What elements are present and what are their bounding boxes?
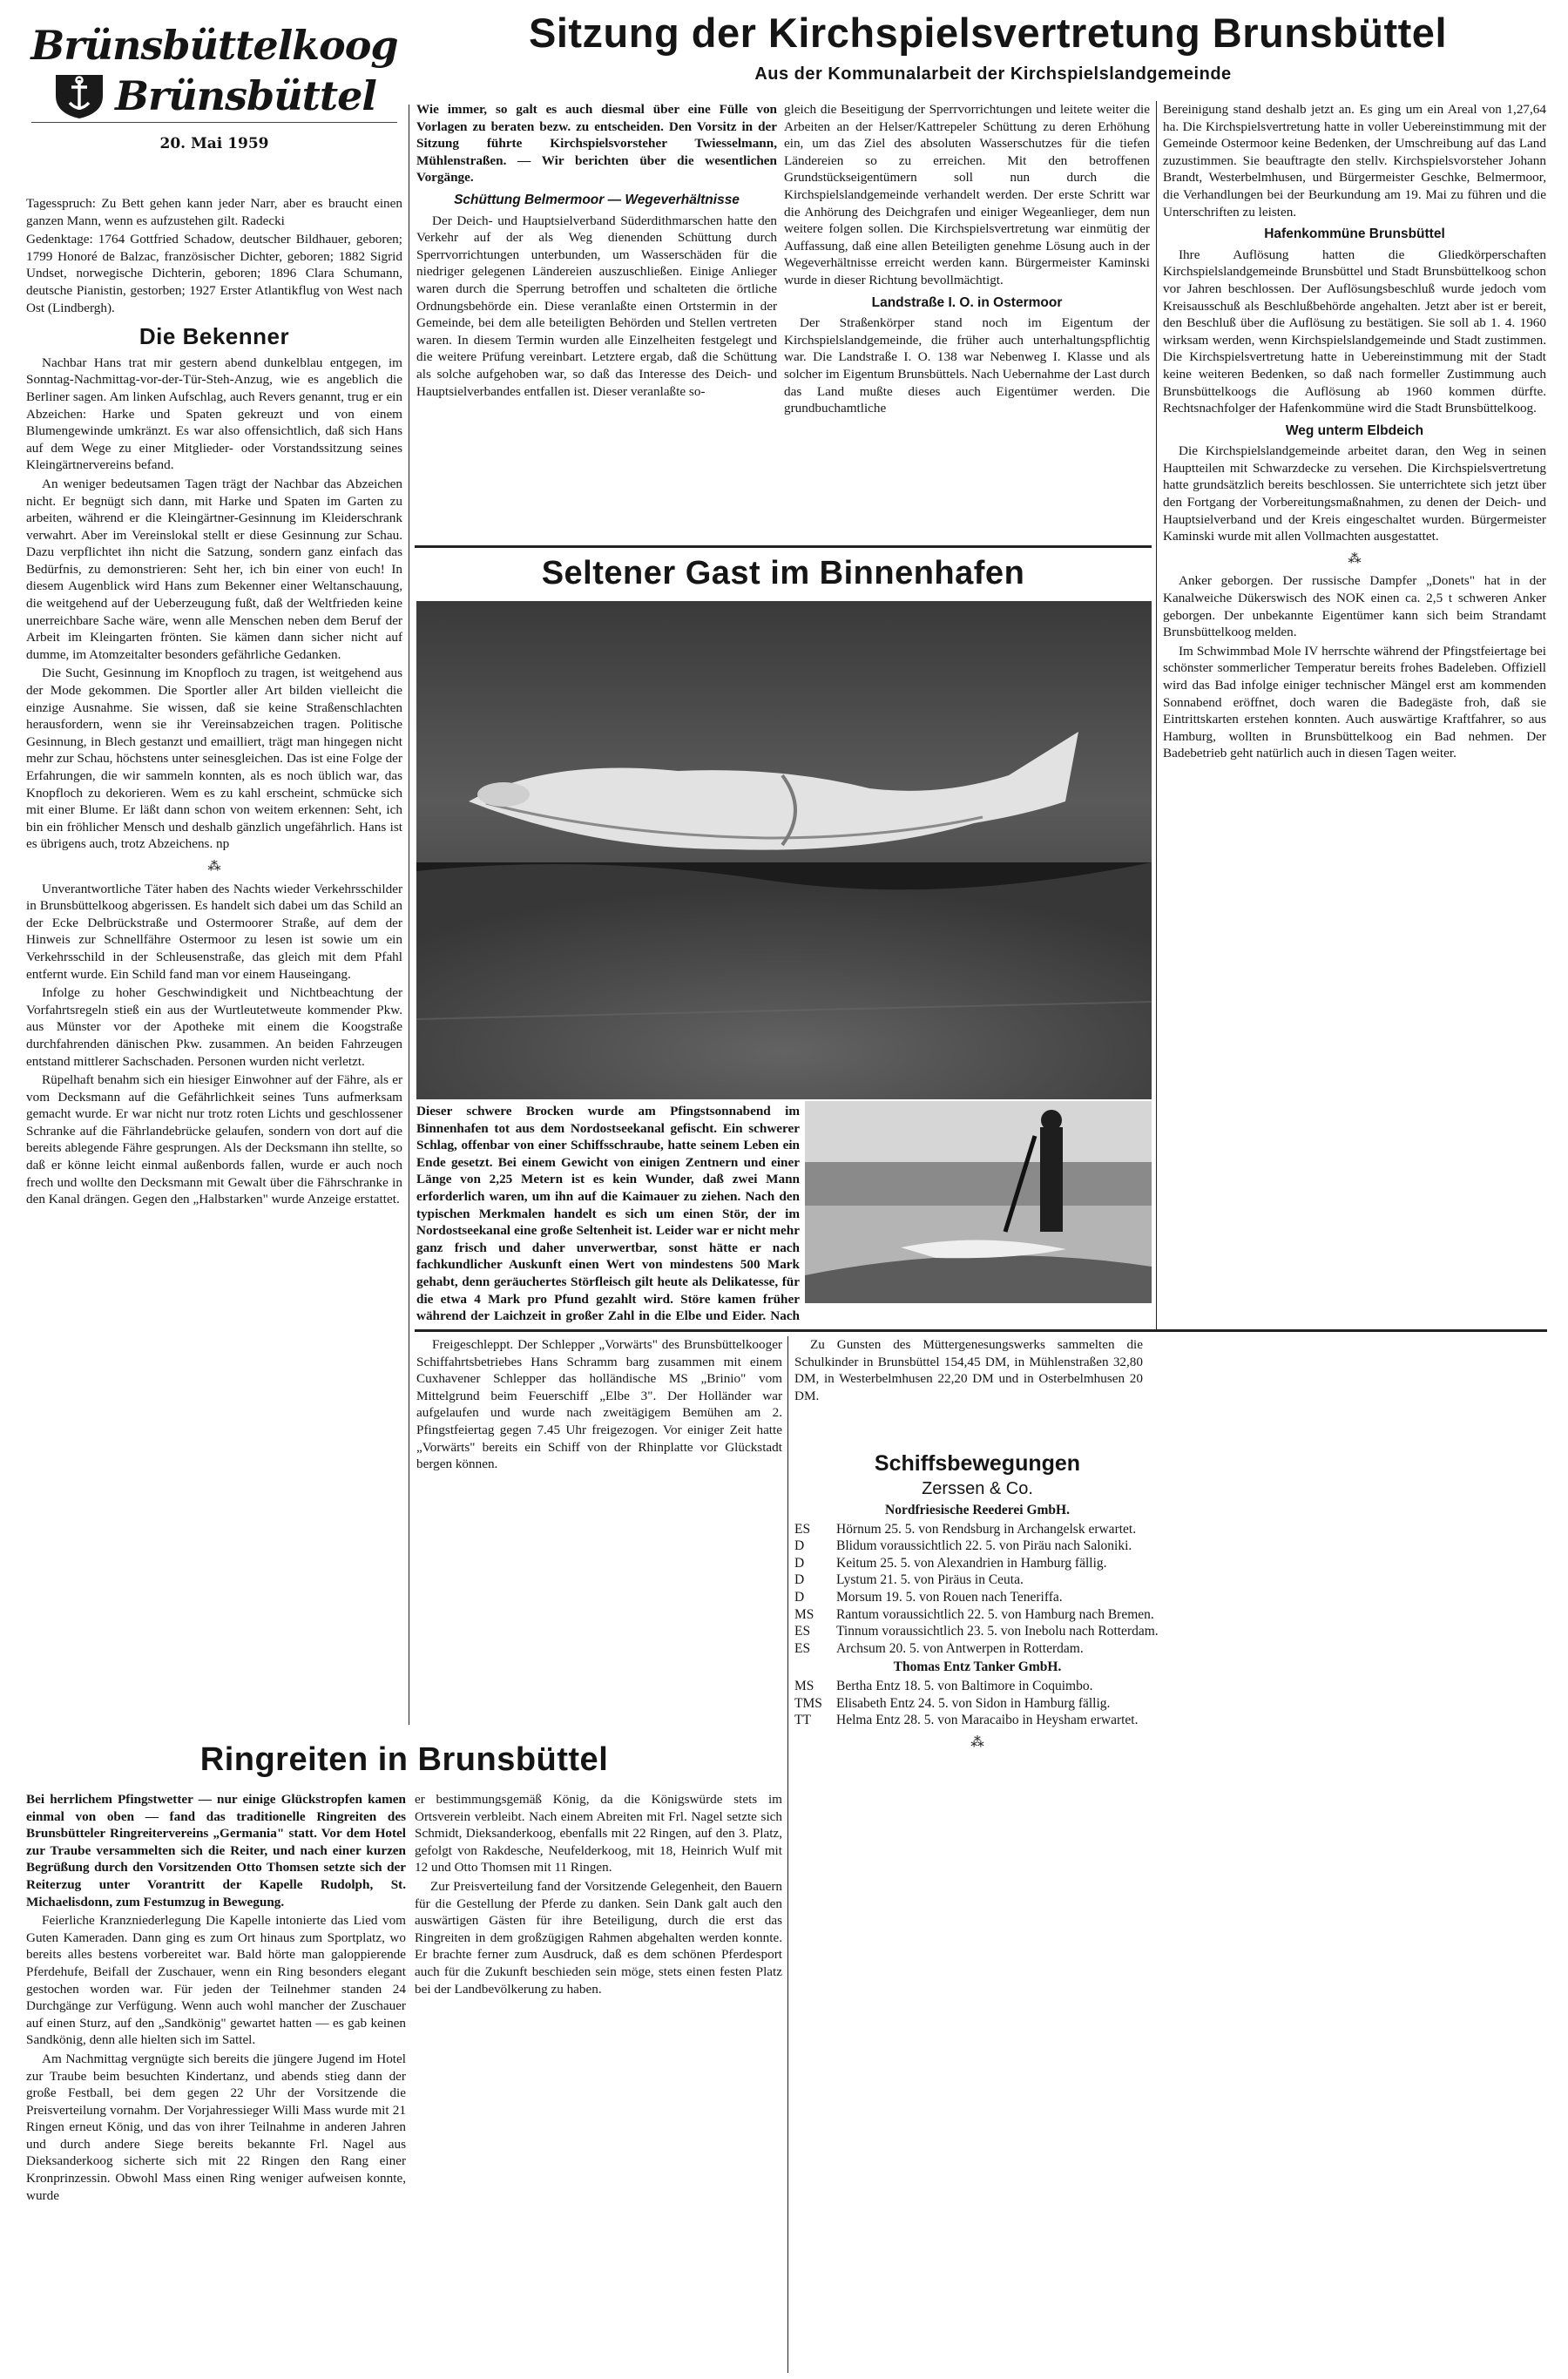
ship-route: Keitum 25. 5. von Alexandrien in Hamburg fällig. bbox=[836, 1555, 1107, 1571]
ship-type: ES bbox=[794, 1521, 811, 1537]
column-rule bbox=[787, 1336, 788, 2373]
lead-intro: Wie immer, so galt es auch diesmal über eine Fülle von Vorlagen zu beraten bezw. zu entscheiden. Den Vorsitz in der Sitzung führte Kirchspielsvorsteher Twiesselmann, Mühlenstraßen. — Wir berichten über die wesentlichen Vorgänge. bbox=[416, 102, 777, 186]
gast-headline: Seltener Gast im Binnenhafen bbox=[541, 555, 1025, 591]
ship-route: Rantum voraussichtlich 22. 5. von Hamburg nach Bremen. bbox=[836, 1606, 1154, 1622]
divider-ornament: ⁂ bbox=[970, 1734, 984, 1750]
muetter-column bbox=[794, 1336, 1143, 1441]
ship-row bbox=[794, 1606, 1160, 1624]
ring-lead: Bei herrlichem Pfingstwetter — nur einige Glückstropfen kamen einmal von oben — fand das traditionelle Ringreiten des Brunsbütteler Ringreitervereins „Germania" statt. Vor dem Hotel zur Traube versammelten sich die Reiter, und nach einer kurzen Begrüßung durch den Vorsitzenden Otto Thomsen setzte sich der Reiterzug unter Vorantritt der Kapelle Rudolph, St. Michaelisdonn, zum Festumzug in Bewegung. bbox=[26, 1792, 406, 1909]
news-item: Zu Gunsten des Müttergenesungswerks sammelten die Schulkinder in Brunsbüttel 154,45 DM, in Mühlenstraßen 32,80 DM, in Westerbelmhusen 22,20 DM und in Osterbelmhusen 20 DM. bbox=[794, 1337, 1143, 1403]
ship-route: Archsum 20. 5. von Antwerpen in Rotterdam. bbox=[836, 1640, 1084, 1656]
news-item: Anker geborgen. Der russische Dampfer „Donets" hat in der Kanalweiche Dükerswisch des NOK einen ca. 2,5 t schweren Anker geborgen. Der unbekannte Eigentümer kann sich beim Strandamt Brunsbüttelkoog melden. bbox=[1163, 573, 1546, 640]
section-rule bbox=[415, 545, 1152, 548]
ring-column-2 bbox=[415, 1791, 782, 2139]
ship-row bbox=[794, 1678, 1160, 1695]
divider-ornament: ⁂ bbox=[1348, 551, 1362, 566]
paragraph: er bestimmungsgemäß König, da die Königswürde stets im Ortsverein verbleibt. Nach einem Abreiten mit Frl. Nagel setzte sich Schmidt, Dieksanderkoog, ebenfalls mit 22 Ringen, auf den 3. Platz, gefolgt von Rakdesche, Neufelderkoog, mit 18, Heinrich Wulf mit 12 und Otto Thomsen mit 11 Ringen. bbox=[415, 1792, 782, 1875]
ring-headline: Ringreiten in Brunsbüttel bbox=[199, 1741, 609, 1778]
ship-route: Morsum 19. 5. von Rouen nach Teneriffa. bbox=[836, 1589, 1063, 1605]
photo-caption: Dieser schwere Brocken wurde am Pfingstsonnabend im Binnenhafen tot aus dem Nordostseekanal gefischt. Ein schwerer Schlag, offenbar von einer Schiffsschraube, hatte seinem Leben ein Ende gesetzt. Bei einem Gewicht von einigen Zentnern und einer Länge von 2,25 Metern ist es kein Wunder, daß zwei Mann erforderlich waren, um ihn auf die Kaimauer zu ziehen. Nach den typischen Merkmalen handelt es sich um einen Stör, der im Nordostseekanal eine große Seltenheit ist. Leider war er nicht mehr ganz frisch und daher unverwertbar, sonst hätte er nach fachkundlicher Auskunft einen Wert von mindestens 500 Mark gehabt, denn geräuchertes Störfleisch gilt heute als Delikatesse, für die etwa 4 Mark pro Pfund gezahlt wird. Störe kamen früher während der Laichzeit in großer Zahl in die Elbe und Eider. Nach bbox=[416, 1104, 800, 1324]
ship-type: ES bbox=[794, 1624, 811, 1639]
ship-type: MS bbox=[794, 1678, 814, 1693]
tagesspruch: Tagesspruch: Zu Bett gehen kann jeder Narr, aber es braucht einen ganzen Mann, wenn es aufzustehen gilt. Radecki bbox=[26, 196, 402, 228]
ships-agent: Zerssen & Co. bbox=[922, 1479, 1033, 1498]
ship-route: Elisabeth Entz 24. 5. von Sidon in Hamburg fällig. bbox=[836, 1695, 1111, 1711]
ship-type: D bbox=[794, 1589, 805, 1605]
gedenktage: Gedenktage: 1764 Gottfried Schadow, deutscher Bildhauer, geboren; 1799 Honoré de Balzac, französischer Dichter, geboren; 1882 Sigrid Undset, norwegische Dichterin, geboren; 1896 Clara Schumann, deutsche Pianistin, gestorben; 1927 Erster Atlantikflug von West nach Ost (Lindbergh). bbox=[26, 232, 402, 315]
news-item: Im Schwimmbad Mole IV herrschte während der Pfingstfeiertage bei schönster sommerlicher Temperatur bereits frohes Badeleben. Offiziell wird das Bad infolge einiger technischer Mängel erst am kommenden Sonnabend eröffnet, doch waren die Badegäste froh, daß sie Eintrittskarten erstehen konnten. Auch auswärtige Kraftfahrer, so aus Hamburg, wollten in Brunsbüttelkoog ein Bad nehmen. Der Badebetrieb geht natürlich auch in diesen Tagen weiter. bbox=[1163, 643, 1546, 761]
ship-type: D bbox=[794, 1538, 805, 1554]
sturgeon-photo-image bbox=[416, 601, 1152, 1099]
ship-row bbox=[794, 1538, 1160, 1555]
article-heading-bekenner: Die Bekenner bbox=[139, 323, 290, 350]
lead-subheadline: Aus der Kommunalarbeit der Kirchspielslandgemeinde bbox=[754, 64, 1232, 84]
news-item: Freigeschleppt. Der Schlepper „Vorwärts" des Brunsbüttelkooger Schiffahrtsbetriebes Hans Schramm barg zusammen mit einem Cuxhavener Schlepper das holländische MS „Brinio" vom Mittelgrund beim Feuerschiff „Elbe 3". Der Holländer war aufgelaufen und wurde nach zweitägigem Bemühen am 2. Pfingstfeiertag gegen 7.45 Uhr freigezogen. Vor einiger Zeit hatte „Vorwärts" bereits ein Schiff von der Rhinplatte vor Glückstadt bergen können. bbox=[416, 1337, 782, 1472]
masthead-title-bottom: Brünsbüttel bbox=[115, 72, 376, 119]
ship-row bbox=[794, 1589, 1160, 1606]
masthead-title-top: Brünsbüttelkoog bbox=[30, 22, 398, 69]
ship-type: D bbox=[794, 1572, 805, 1588]
ship-route: Tinnum voraussichtlich 23. 5. von Inebolu nach Rotterdam. bbox=[836, 1624, 1159, 1639]
ship-route: Helma Entz 28. 5. von Maracaibo in Heysham erwartet. bbox=[836, 1713, 1139, 1728]
ship-type: D bbox=[794, 1555, 805, 1571]
sturgeon-photo bbox=[416, 601, 1152, 1099]
ship-row bbox=[794, 1695, 1160, 1713]
paragraph: Zur Preisverteilung fand der Vorsitzende Gelegenheit, den Bauern für die Gestellung der Pferde zu danken. Sein Dank galt auch den auswärtigen Gästen für ihre Beteiligung, durch die erst das Ringreiten in dem großzügigen Rahmen abgehalten werden konnte. Er brachte ferner zum Ausdruck, daß es dem schönen Pferdesport auch für die Zukunft beschieden sein möge, stets einen festen Platz bei der Landbevölkerung zu haben. bbox=[415, 1878, 782, 1997]
news-item: Unverantwortliche Täter haben des Nachts wieder Verkehrsschilder in Brunsbüttelkoog abgerissen. Es handelt sich dabei um das Schild an der Ecke Delbrückstraße und Ostermoorer Straße, auf dem der Hinweis zur Schnellfähre Ostermoor zu lesen ist sowie um ein Verkehrsschild in der Schleusenstraße, das gleich mit dem Pfahl entfernt wurde. Ein Schild fand man vor einem Hauseingang. bbox=[26, 881, 402, 982]
ship-type: TMS bbox=[794, 1695, 822, 1711]
paragraph: Feierliche Kranzniederlegung Die Kapelle intonierte das Lied vom Guten Kameraden. Dann ging es zum Ort hinaus zum Sportplatz, wo bereits alles bestens vorbereitet war. Bald hörte man galoppierende Pferdehufe, Beifall der Zuschauer, wenn ein Ring besonders elegant gestochen worden war. Für jeden der Teilnehmer standen 24 Durchgänge zur Verfügung. Wenn auch wohl mancher der Zuschauer auf einen Sturz, auf den „Sandkönig" gewartet hatten — es gab keinen Sandkönig, denn alle hielten sich im Sattel. bbox=[26, 1913, 406, 2048]
column-right bbox=[1163, 101, 1546, 1329]
masthead-row bbox=[26, 71, 402, 120]
ship-route: Bertha Entz 18. 5. von Baltimore in Coquimbo. bbox=[836, 1678, 1093, 1693]
fisherman-photo bbox=[805, 1101, 1152, 1303]
column-rule bbox=[1156, 101, 1157, 1329]
coat-of-arms-icon bbox=[52, 71, 106, 120]
ship-row bbox=[794, 1623, 1160, 1640]
lead-column-1 bbox=[416, 101, 777, 542]
paragraph: gleich die Beseitigung der Sperrvorrichtungen und leitete weiter die Arbeiten an der Helser/Kattrepeler Schüttung zu deren Erhöhung ein, um das Ziel des absoluten Wasserschutzes für die tiefen Ländereien so zu erreichen. Mit den betroffenen Grundstückseigentümern soll nun durch die Kirchspielslandgemeinde verhandelt werden. Der erste Schritt war die Anhörung des Deichgrafen und einiger Wegeanlieger, dem nun weitere folgen sollen. Die Kirchspielsvertretung war einmütig der Auffassung, daß eine allen Beteiligten genehme Lösung auch in der Wegeverhältnisse erreicht werden kann. Bürgermeister Kaminski wurde in dieser Richtung bevollmächtigt. bbox=[784, 102, 1150, 287]
subheading-elbdeich: Weg unterm Elbdeich bbox=[1285, 422, 1424, 438]
subheading-belmermoor: Schüttung Belmermoor — Wegeverhältnisse bbox=[454, 192, 740, 207]
ring-column-1 bbox=[26, 1791, 406, 2376]
paragraph: Die Kirchspielslandgemeinde arbeitet daran, den Weg in seinen Hauptteilen mit Schwarzdecke zu versehen. Die Kirchspielsvertretung hatte grundsätzlich bereits beschlossen. Sie unterrichtete sich jetzt über den Fortgang der Vorbereitungsmaßnahmen, zu denen der Deich- und Hauptsielverband und der Kreis eingeschaltet wurden. Bürgermeister Kaminski wurde mit allen Vollmachten ausgestattet. bbox=[1163, 443, 1546, 544]
paragraph: Bereinigung stand deshalb jetzt an. Es ging um ein Areal von 1,27,64 ha. Die Kirchspielsvertretung hatte in voller Uebereinstimmung mit der Gemeinde Ostermoor keine Bedenken, der Umschreibung auf das Land zuzustimmen. Sie beauftragte den stellv. Kirchspielsvorsteher Johann Brandt, Westerbelmhusen, und Bürgermeister Geschke, Belmermoor, die Verhandlungen bei der Beurkundung am 19. Mai zu führen und die Unterschriften zu leisten. bbox=[1163, 102, 1546, 220]
freigeschleppt-column bbox=[416, 1336, 782, 1547]
issue-date: 20. Mai 1959 bbox=[159, 135, 269, 152]
ships-company-2: Thomas Entz Tanker GmbH. bbox=[893, 1659, 1062, 1675]
ship-row bbox=[794, 1640, 1160, 1658]
news-item: Infolge zu hoher Geschwindigkeit und Nichtbeachtung der Vorfahrtsregeln stieß ein aus der Wurtleutetweute kommender Pkw. aus Münster vor der Apotheke mit einem die Koogstraße durchfahrenden dänischen Pkw. zusammen. An beiden Fahrzeugen entstand mittlerer Sachschaden. Personen wurden nicht verletzt. bbox=[26, 985, 402, 1069]
paragraph: Ihre Auflösung hatten die Gliedkörperschaften Kirchspielslandgemeinde Brunsbüttel und Stadt Brunsbüttelkoog schon vor Jahren beschlossen. Der Auflösungsbeschluß wurde jedoch vom Kreisausschuß als Beschlußbehörde angehalten. Jetzt aber ist er bereit, den Beschluß über die Auflösung zu bestätigen. Sie soll ab 1. 4. 1960 wirksam werden, wenn Kirchspielslandgemeinde und Stadt zustimmen. Die Kirchspielsvertretung hatte in Uebereinstimmung mit der Stadt keine weiteren Bedenken, so daß nach formeller Zustimmung auch Brunsbüttelkoogs die Auflösung ab 1960 kommen dürfte. Rechtsnachfolger der Hafenkommüne wird die Stadt Brunsbüttelkoog. bbox=[1163, 247, 1546, 416]
paragraph: Der Straßenkörper stand noch im Eigentum der Kirchspielslandgemeinde, die früher auch unterhaltungspflichtig war. Die Landstraße I. O. 138 war Nebenweg I. Klasse und als solcher im Eigentum Brunsbüttels. Nach Uebernahme der Last durch das Land mußte dieses auch Eigentümer werden. Die grundbuchamtliche bbox=[784, 315, 1150, 416]
ship-route: Lystum 21. 5. von Piräus in Ceuta. bbox=[836, 1572, 1024, 1588]
ship-route: Blidum voraussichtlich 22. 5. von Piräu nach Saloniki. bbox=[836, 1538, 1132, 1554]
paragraph: An weniger bedeutsamen Tagen trägt der Nachbar das Abzeichen nicht. Er begnügt sich dann, mit Harke und Spaten im Garten zu arbeiten, während er die Kleingärtner-Gesinnung im Kleiderschrank verwahrt. Aber im Vereinslokal stellt er diese Gesinnung zur Schau. Dazu verpflichtet ihn nicht die Satzung, sondern ganz einfach das Bedürfnis, zu demonstrieren: Seht her, ich bin einer von euch! In diesem Augenblick wird Hans zum Bekenner einer Weltanschauung, die weitgehend auf der Ueberzeugung fußt, daß der Weltfrieden keine unerreichbare Sache wäre, wenn alle Menschen neben dem Beruf der Arbeit im Kleingarten frönten. Sie kämen dann sicher nicht auf dumme, im Atomzeitalter besonders gefährliche Gedanken. bbox=[26, 476, 402, 662]
ship-route: Hörnum 25. 5. von Rendsburg in Archangelsk erwartet. bbox=[836, 1521, 1137, 1537]
paragraph: Nachbar Hans trat mir gestern abend dunkelblau entgegen, im Sonntag-Nachmittag-vor-der-Tür-Steh-Anzug, wie es angeblich die Berliner sagen. Am linken Aufschlag, auch Revers genannt, trug er ein Abzeichen: Harke und Spaten gekreuzt und von einem Blumengewinde umkränzt. Es war also offensichtlich, daß sich Hans auf dem Wege zu einer Mitglieder- oder Vorstandssitzung seines Kleingärtnervereins befand. bbox=[26, 355, 402, 473]
paragraph: Am Nachmittag vergnügte sich bereits die jüngere Jugend im Hotel zur Traube beim besuchten Kindertanz, und abends stieg dann der große Festball, bei dem gegen 22 Uhr der Vorsitzende die Preisverteilung vornahm. Der Vorjahressieger Willi Mass wurde mit 21 Ringen erneut König, und das von ihrer Teilnahme in anderen Jahren und durch andere Siege bereits bekannte Frl. Nagel aus Dieksanderkoog sicherte sich mit 22 Ringen den Rang einer Kronprinzessin. Obwohl Mass einen Ring weniger aufweisen konnte, wurde bbox=[26, 2051, 406, 2203]
ship-row bbox=[794, 1571, 1160, 1589]
divider-ornament: ⁂ bbox=[207, 858, 221, 874]
section-rule bbox=[415, 1329, 1547, 1332]
ship-type: TT bbox=[794, 1713, 811, 1728]
subheading-hafenkommune: Hafenkommüne Brunsbüttel bbox=[1264, 226, 1445, 242]
ship-row bbox=[794, 1712, 1160, 1729]
ship-row bbox=[794, 1555, 1160, 1572]
ships-company-1: Nordfriesische Reederei GmbH. bbox=[885, 1503, 1070, 1517]
paragraph: Der Deich- und Hauptsielverband Süderdithmarschen hatte den Verkehr auf der als Weg dienenden Schüttung durch Sperrvorrichtungen unterbunden, um Wasserschäden für die niedriger gelegenen Ländereien auszuschließen. Einige Anlieger waren durch die Sperrung betroffen und schalteten die örtliche Ordnungsbehörde ein. Diese veranlaßte einen Ortstermin in der Gemeinde, bei dem alle beteiligten Behörden und Stellen vertreten waren. In diesem Termin wurden alle Einzelheiten festgelegt und die weitere Prüfung vereinbart. Letztere ergab, daß die Schüttung als solche aufgehoben war, so daß das Interesse des Deich- und Hauptsielverbandes entfallen ist. Dieser veranlaßte so- bbox=[416, 213, 777, 399]
ship-type: ES bbox=[794, 1640, 811, 1656]
ships-list-1 bbox=[794, 1521, 1160, 1658]
ship-row bbox=[794, 1521, 1160, 1538]
ships-list-2 bbox=[794, 1678, 1160, 1729]
ships-heading: Schiffsbewegungen bbox=[874, 1451, 1081, 1476]
subheading-landstrasse: Landstraße I. O. in Ostermoor bbox=[871, 294, 1063, 310]
paragraph: Die Sucht, Gesinnung im Knopfloch zu tragen, ist weitgehend aus der Mode gekommen. Die Sportler aller Art bilden vielleicht die einzige Ausnahme. Sie wissen, daß sie keine Straßenschlachten herausfordern, wenn sie ihr Vereinsabzeichen tragen. Politische Gesinnung, in Blech gestanzt und emailliert, trägt man hingegen nicht mehr zur Schau, höchstens unter seinesgleichen. Das ist eine Folge der Erfahrungen, die wir sammeln konnten, als es noch üblich war, das Knopfloch zu dekorieren. Wem es zu kahl erscheint, schmücke sich mit einer Blume. Er läßt dann schon von weitem erkennen: Seht, ich bin ein fröhlicher Mensch und deshalb gänzlich ungefährlich. Hans ist es übrigens auch, trotz Abzeichens. np bbox=[26, 666, 402, 852]
ship-movements bbox=[794, 1450, 1160, 1763]
lead-headline: Sitzung der Kirchspielsvertretung Brunsbüttel bbox=[528, 10, 1448, 56]
masthead bbox=[26, 21, 402, 152]
news-item: Rüpelhaft benahm sich ein hiesiger Einwohner auf der Fähre, als er vom Decksmann auf die Gefährlichkeit seines Tuns aufmerksam gemacht wurde. Er war nicht nur trotz roten Lichts und geschlossener Schranke auf die Fährlandebrücke gelaufen, sondern von dort auf die bereits ablegende Fähre gesprungen. Als der Decksmann ihn stellte, so daß er könne leicht einmal außenbords fallen, wurde er auch noch frech und wollte den Decksmann mit Gewalt über die Fährschranke in den Kanal drängen. Gegen den „Halbstarken" wurde Anzeige erstattet. bbox=[26, 1072, 402, 1207]
lead-column-2 bbox=[784, 101, 1150, 542]
column-left bbox=[26, 195, 402, 1728]
fisherman-photo-image bbox=[805, 1101, 1152, 1303]
ship-type: MS bbox=[794, 1606, 814, 1622]
gast-caption-left bbox=[416, 1103, 800, 1324]
